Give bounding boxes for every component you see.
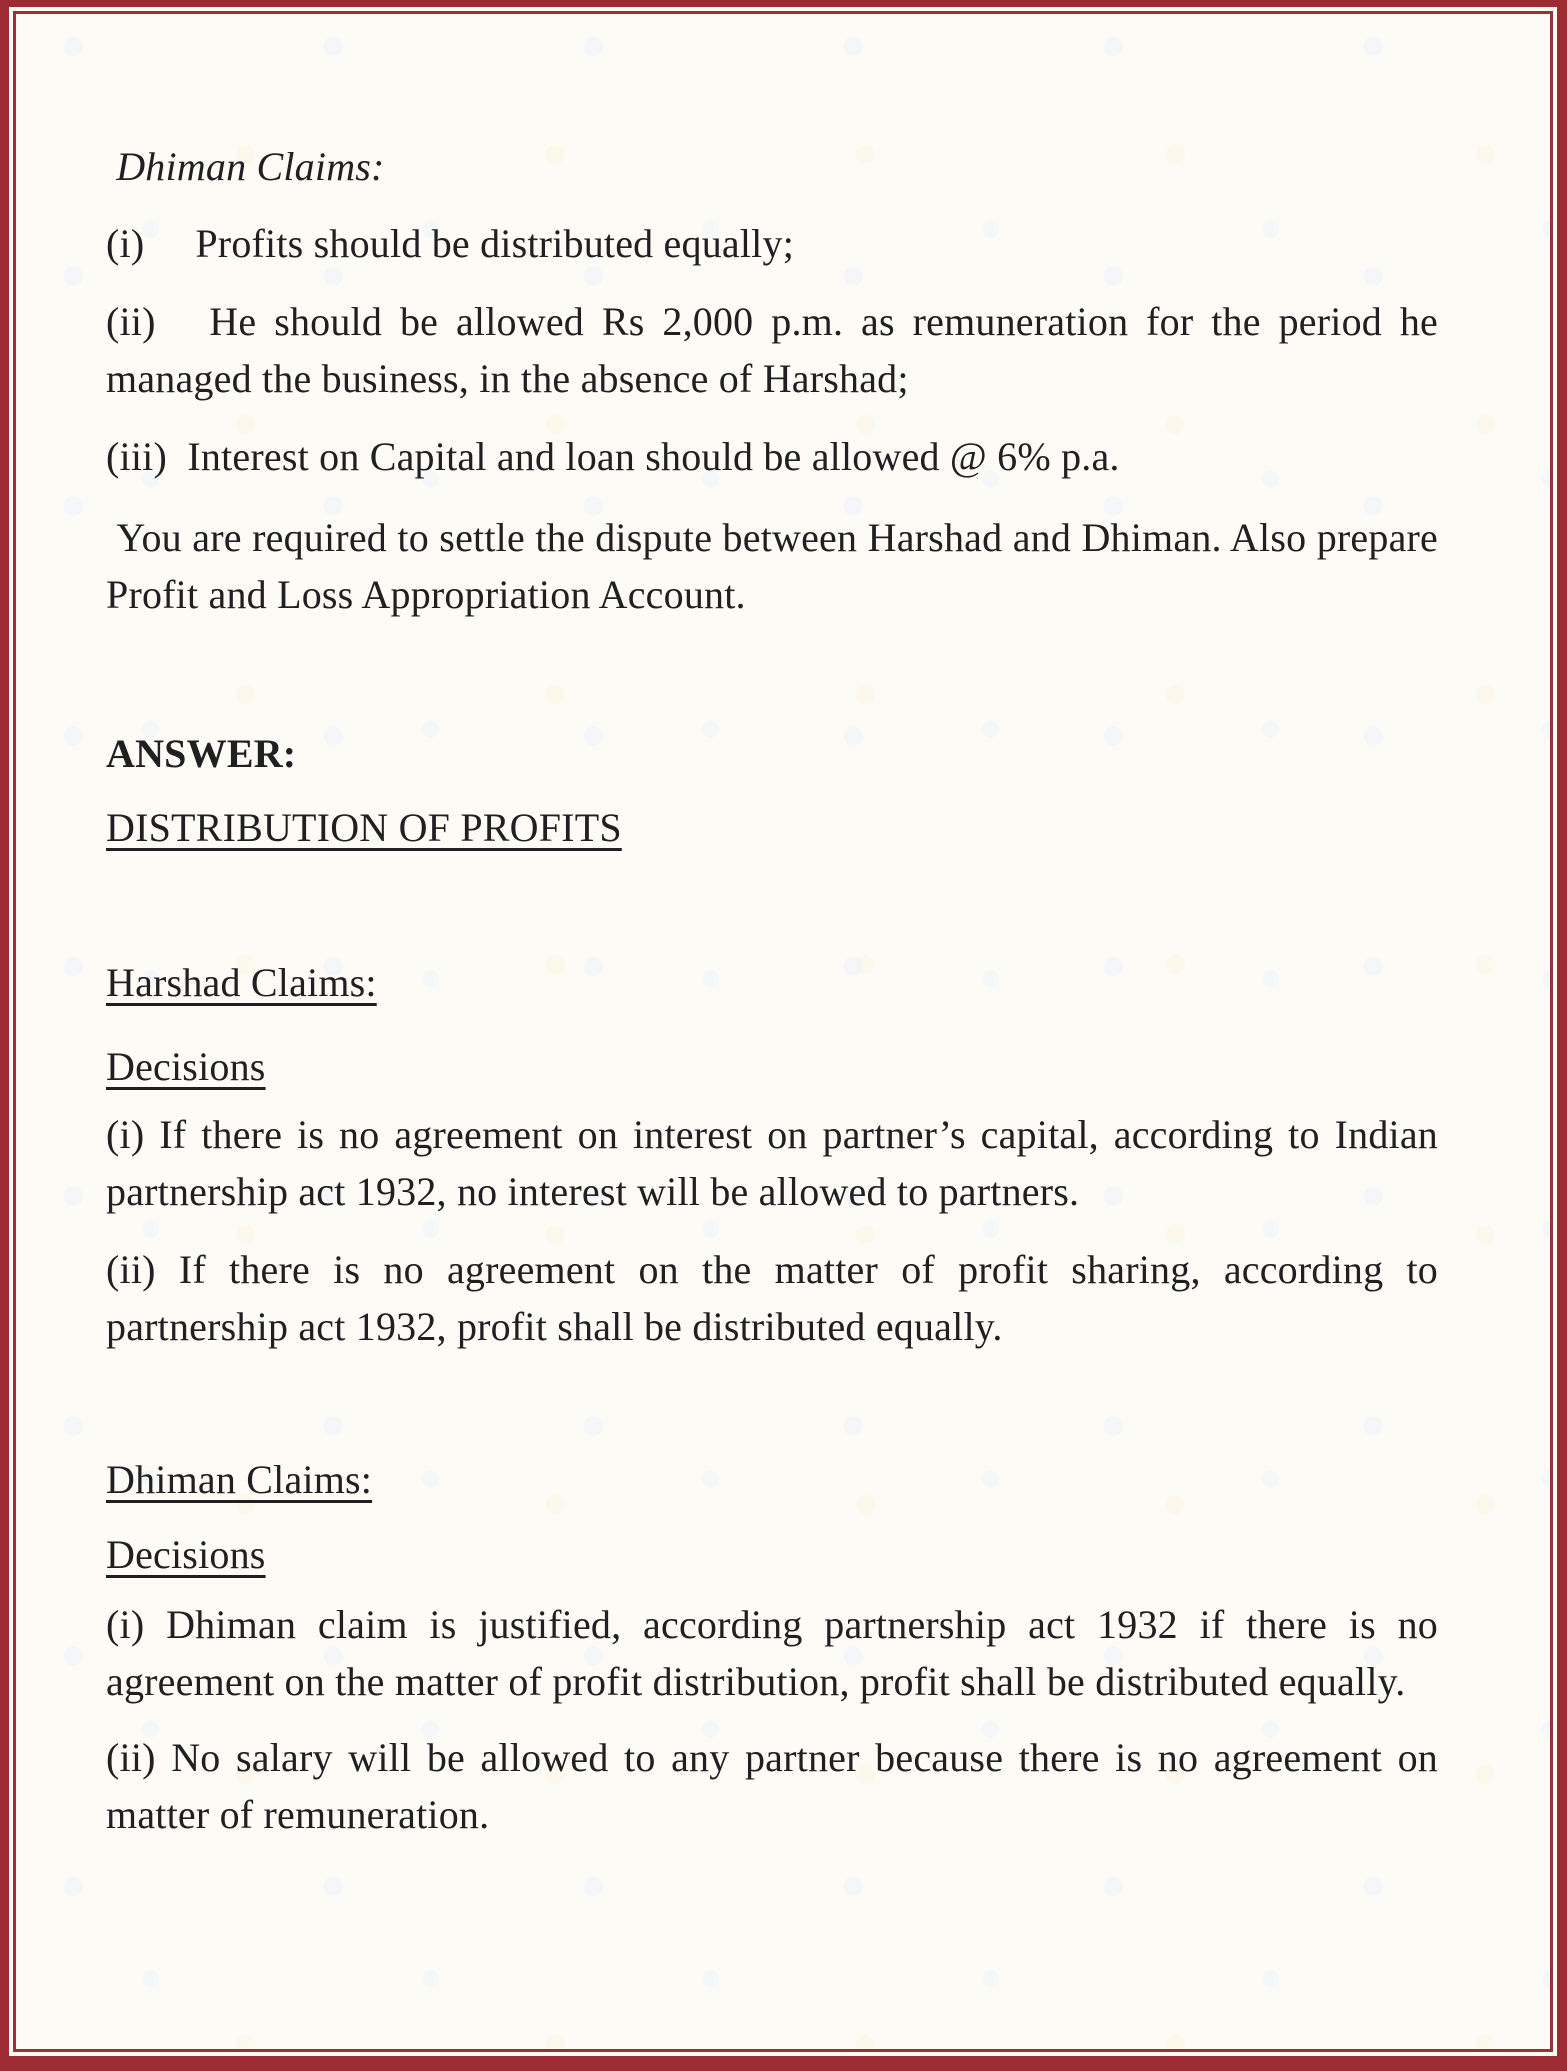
intro-claim-item-iii: (iii) Interest on Capital and loan should be allowed @ 6% p.a.: [106, 434, 1120, 479]
intro-claim-item-ii: (ii) He should be allowed Rs 2,000 p.m. as remuneration for the period he managed the business, in the absence of Harshad;: [106, 299, 1438, 401]
distribution-of-profits-title: DISTRIBUTION OF PROFITS: [106, 805, 622, 850]
harshad-decision-item-ii: (ii) If there is no agreement on the matter of profit sharing, according to partnership act 1932, profit shall be distributed equally.: [106, 1247, 1438, 1349]
dhiman-decision-item-i: (i) Dhiman claim is justified, according partnership act 1932 if there is no agreement on the matter of profit distribution, profit shall be distributed equally.: [106, 1602, 1438, 1704]
document-content: [16, 14, 1550, 2049]
requirement-paragraph: You are required to settle the dispute between Harshad and Dhiman. Also prepare Profit and Loss Appropriation Account.: [106, 515, 1438, 617]
intro-claim-item-i: (i) Profits should be distributed equally;: [106, 221, 795, 266]
dhiman-decision-item-ii: (ii) No salary will be allowed to any partner because there is no agreement on matter of remuneration.: [106, 1735, 1438, 1837]
dhiman-claims-heading: Dhiman Claims:: [106, 1457, 373, 1502]
harshad-decision-item-i: (i) If there is no agreement on interest on partner’s capital, according to Indian partnership act 1932, no interest will be allowed to partners.: [106, 1112, 1438, 1214]
answer-label: ANSWER:: [106, 731, 297, 776]
page-border-inner: [13, 11, 1553, 2052]
intro-claims-heading: Dhiman Claims:: [106, 144, 385, 189]
harshad-claims-heading: Harshad Claims:: [106, 960, 377, 1005]
harshad-decisions-label: Decisions: [106, 1044, 266, 1089]
dhiman-decisions-label: Decisions: [106, 1532, 266, 1577]
